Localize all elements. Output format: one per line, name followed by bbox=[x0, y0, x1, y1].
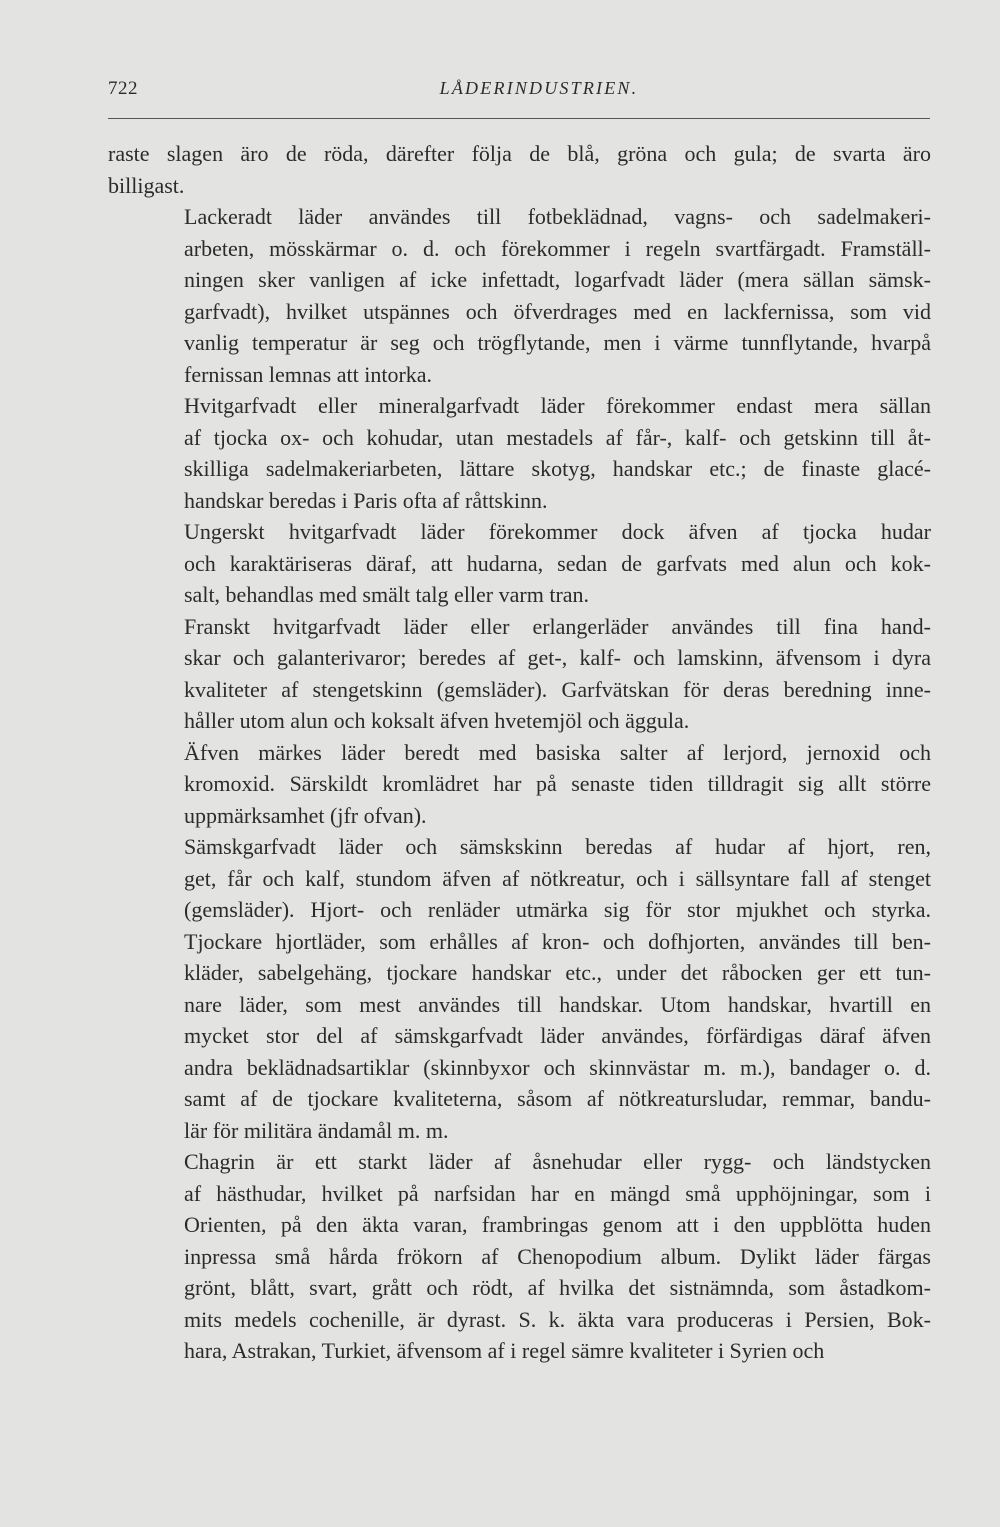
paragraph bbox=[108, 516, 931, 611]
text-line: Chagrin är ett starkt läder af åsnehudar eller rygg- och ländstycken bbox=[184, 1149, 931, 1174]
text-line: nare läder, som mest användes till handskar. Utom handskar, hvartill en bbox=[184, 991, 931, 1017]
page-number: 722 bbox=[108, 78, 138, 99]
text-line: Tjockare hjortläder, som erhålles af kron- och dofhjorten, användes till ben- bbox=[184, 928, 931, 954]
body-text bbox=[108, 138, 931, 1367]
text-line: håller utom alun och koksalt äfven hvetemjöl och äggula. bbox=[184, 708, 690, 733]
paragraph bbox=[108, 1146, 931, 1367]
text-line: samt af de tjockare kvaliteterna, såsom af nötkreatursludar, remmar, bandu- bbox=[184, 1086, 931, 1111]
text-line: kläder, sabelgehäng, tjockare handskar etc., under det råbocken ger ett tun- bbox=[184, 960, 931, 985]
text-line: uppmärksamhet (jfr ofvan). bbox=[184, 802, 427, 828]
running-header bbox=[108, 78, 930, 119]
text-line: raste slagen äro de röda, därefter följa de blå, gröna och gula; de svarta äro bbox=[108, 141, 931, 166]
text-line: handskar beredas i Paris ofta af råttskinn. bbox=[184, 487, 548, 513]
paragraph bbox=[108, 138, 931, 201]
text-line: Orienten, på den äkta varan, frambringas genom att i den uppblötta huden bbox=[184, 1212, 931, 1237]
text-line: Hvitgarfvadt eller mineralgarfvadt läder förekommer endast mera sällan bbox=[184, 393, 931, 418]
paragraph bbox=[108, 201, 931, 390]
text-line: billigast. bbox=[108, 172, 185, 198]
text-line: mycket stor del af sämskgarfvadt läder användes, förfärdigas däraf äfven bbox=[184, 1023, 931, 1048]
text-line: salt, behandlas med smält talg eller varm tran. bbox=[184, 582, 590, 607]
paragraph bbox=[108, 611, 931, 737]
text-line: (gemsläder). Hjort- och renläder utmärka sig för stor mjukhet och styrka. bbox=[184, 897, 931, 922]
text-line: Ungerskt hvitgarfvadt läder förekommer dock äfven af tjocka hudar bbox=[184, 519, 931, 544]
text-line: mits medels cochenille, är dyrast. S. k. äkta vara produceras i Persien, Bok- bbox=[184, 1306, 931, 1332]
text-line: Lackeradt läder användes till fotbeklädnad, vagns- och sadelmakeri- bbox=[184, 204, 931, 229]
text-line: hara, Astrakan, Turkiet, äfvensom af i regel sämre kvaliteter i Syrien och bbox=[184, 1338, 825, 1363]
text-line: skar och galanterivaror; beredes af get-, kalf- och lamskinn, äfvensom i dyra bbox=[184, 645, 931, 670]
text-line: grönt, blått, svart, grått och rödt, af hvilka det sistnämnda, som åstadkom- bbox=[184, 1275, 931, 1300]
running-title: LÅDERINDUSTRIEN. bbox=[439, 78, 639, 98]
text-line: kvaliteter af stengetskinn (gemsläder). Garfvätskan för deras beredning inne- bbox=[184, 676, 931, 702]
text-line: Äfven märkes läder beredt med basiska salter af lerjord, jernoxid och bbox=[184, 739, 931, 765]
text-line: arbeten, mösskärmar o. d. och förekommer i regeln svartfärgadt. Framställ- bbox=[184, 235, 931, 261]
text-line: ningen sker vanligen af icke infettadt, logarfvadt läder (mera sällan sämsk- bbox=[184, 267, 931, 292]
text-line: af hästhudar, hvilket på narfsidan har en mängd små upphöjningar, som i bbox=[184, 1180, 931, 1206]
text-line: andra beklädnadsartiklar (skinnbyxor och skinnvästar m. m.), bandager o. d. bbox=[184, 1054, 931, 1080]
text-line: fernissan lemnas att intorka. bbox=[184, 361, 433, 387]
text-line: Sämskgarfvadt läder och sämskskinn beredas af hudar af hjort, ren, bbox=[184, 834, 931, 859]
text-line: skilliga sadelmakeriarbeten, lättare skotyg, handskar etc.; de finaste glacé- bbox=[184, 456, 931, 481]
text-line: vanlig temperatur är seg och trögflytande, men i värme tunnflytande, hvarpå bbox=[184, 330, 931, 355]
paragraph bbox=[108, 831, 931, 1146]
text-line: lär för militära ändamål m. m. bbox=[184, 1117, 449, 1143]
paragraph bbox=[108, 737, 931, 832]
text-line: af tjocka ox- och kohudar, utan mestadels af får-, kalf- och getskinn till åt- bbox=[184, 424, 931, 450]
text-line: inpressa små hårda frökorn af Chenopodium album. Dylikt läder färgas bbox=[184, 1243, 931, 1269]
text-line: garfvadt), hvilket utspännes och öfverdrages med en lackfernissa, som vid bbox=[184, 298, 931, 324]
text-line: get, får och kalf, stundom äfven af nötkreatur, och i sällsyntare fall af stenget bbox=[184, 865, 931, 891]
text-line: kromoxid. Särskildt kromlädret har på senaste tiden tilldragit sig allt större bbox=[184, 771, 931, 796]
paragraph bbox=[108, 390, 931, 516]
text-line: och karaktäriseras däraf, att hudarna, sedan de garfvats med alun och kok- bbox=[184, 550, 931, 576]
text-line: Franskt hvitgarfvadt läder eller erlangerläder användes till fina hand- bbox=[184, 613, 931, 639]
